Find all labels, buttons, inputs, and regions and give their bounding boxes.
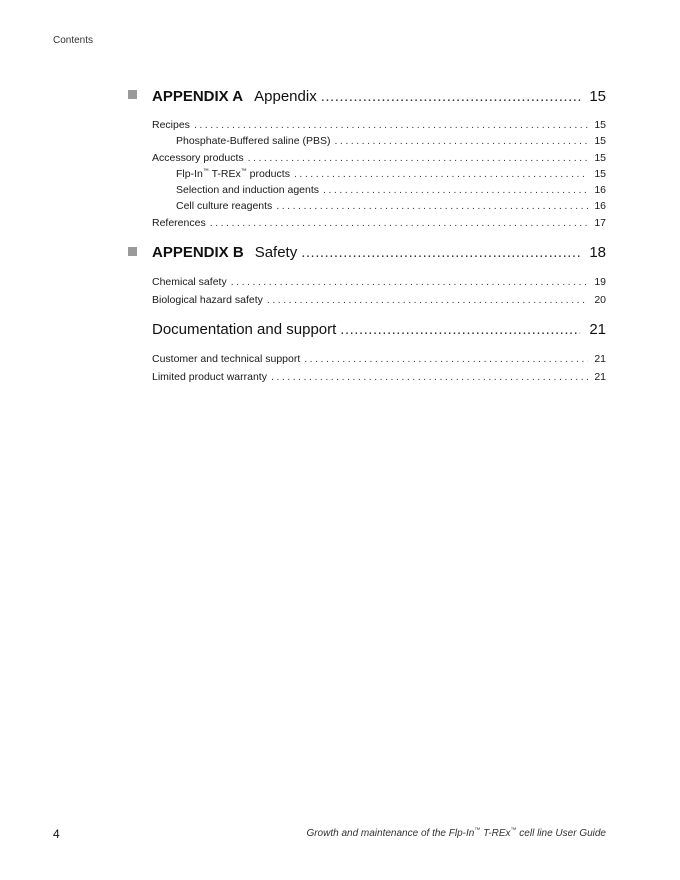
leader-dots [334, 135, 588, 147]
toc-selection-label: Selection and induction agents [176, 184, 320, 196]
toc-entry-cell-culture-reagents[interactable] [176, 200, 606, 212]
toc-entry-flpin-trex-products[interactable] [176, 168, 606, 180]
toc-appendix-a-title: Appendix [254, 88, 317, 105]
toc-documentation-title: Documentation and support [152, 321, 337, 338]
toc-appendix-b-page: 18 [589, 244, 606, 261]
leader-dots [248, 152, 588, 164]
leader-dots [294, 168, 588, 180]
toc-entry-customer-support[interactable] [152, 353, 606, 365]
leader-dots [323, 184, 588, 196]
toc-appendix-b-title: Safety [254, 244, 298, 261]
toc-cell-culture-page: 16 [594, 200, 606, 212]
toc-entry-limited-warranty[interactable] [152, 371, 606, 383]
toc-recipes-page: 15 [594, 119, 606, 131]
leader-dots [304, 353, 588, 365]
leader-dots [276, 200, 588, 212]
toc-accessory-page: 15 [594, 152, 606, 164]
appendix-b-bullet-icon [128, 247, 137, 256]
toc-warranty-page: 21 [594, 371, 606, 383]
toc-appendix-b-code: APPENDIX B [152, 244, 244, 261]
running-footer-title: Growth and maintenance of the Flp-In™ T-REx™ cell line User Guide [306, 827, 606, 839]
leader-dots [210, 217, 588, 229]
toc-entry-pbs[interactable] [176, 135, 606, 147]
toc-pbs-page: 15 [594, 135, 606, 147]
toc-pbs-label: Phosphate-Buffered saline (PBS) [176, 135, 331, 147]
toc-flpin-page: 15 [594, 168, 606, 180]
toc-entry-references[interactable] [152, 217, 606, 229]
toc-chemical-label: Chemical safety [152, 276, 227, 288]
toc-selection-page: 16 [594, 184, 606, 196]
leader-dots [321, 88, 580, 105]
toc-entry-biological-hazard-safety[interactable] [152, 294, 606, 306]
leader-dots [231, 276, 588, 288]
toc-entry-appendix-a[interactable] [152, 88, 606, 105]
running-header: Contents [53, 35, 94, 46]
toc-references-page: 17 [594, 217, 606, 229]
toc-customer-label: Customer and technical support [152, 353, 301, 365]
toc-entry-accessory-products[interactable] [152, 152, 606, 164]
trademark-symbol: ™ [510, 827, 517, 834]
leader-dots [301, 244, 580, 261]
toc-entry-selection-agents[interactable] [176, 184, 606, 196]
toc-appendix-a-page: 15 [589, 88, 606, 105]
leader-dots [194, 119, 588, 131]
toc-biological-page: 20 [594, 294, 606, 306]
appendix-a-bullet-icon [128, 90, 137, 99]
toc-flpin-label: Flp-In™ T-REx™ products [176, 168, 290, 180]
toc-entry-chemical-safety[interactable] [152, 276, 606, 288]
toc-documentation-page: 21 [589, 321, 606, 338]
leader-dots [267, 294, 588, 306]
toc-recipes-label: Recipes [152, 119, 190, 131]
toc-warranty-label: Limited product warranty [152, 371, 267, 383]
toc-entry-documentation-support[interactable] [152, 321, 606, 338]
toc-entry-appendix-b[interactable] [152, 244, 606, 261]
toc-references-label: References [152, 217, 206, 229]
toc-accessory-label: Accessory products [152, 152, 244, 164]
trademark-symbol: ™ [240, 168, 247, 175]
toc-customer-page: 21 [594, 353, 606, 365]
toc-biological-label: Biological hazard safety [152, 294, 263, 306]
trademark-symbol: ™ [474, 827, 481, 834]
toc-appendix-a-code: APPENDIX A [152, 88, 244, 105]
leader-dots [271, 371, 588, 383]
toc-entry-recipes[interactable] [152, 119, 606, 131]
toc-cell-culture-label: Cell culture reagents [176, 200, 273, 212]
page-number: 4 [53, 827, 60, 841]
trademark-symbol: ™ [202, 168, 209, 175]
leader-dots [340, 321, 580, 338]
toc-chemical-page: 19 [594, 276, 606, 288]
